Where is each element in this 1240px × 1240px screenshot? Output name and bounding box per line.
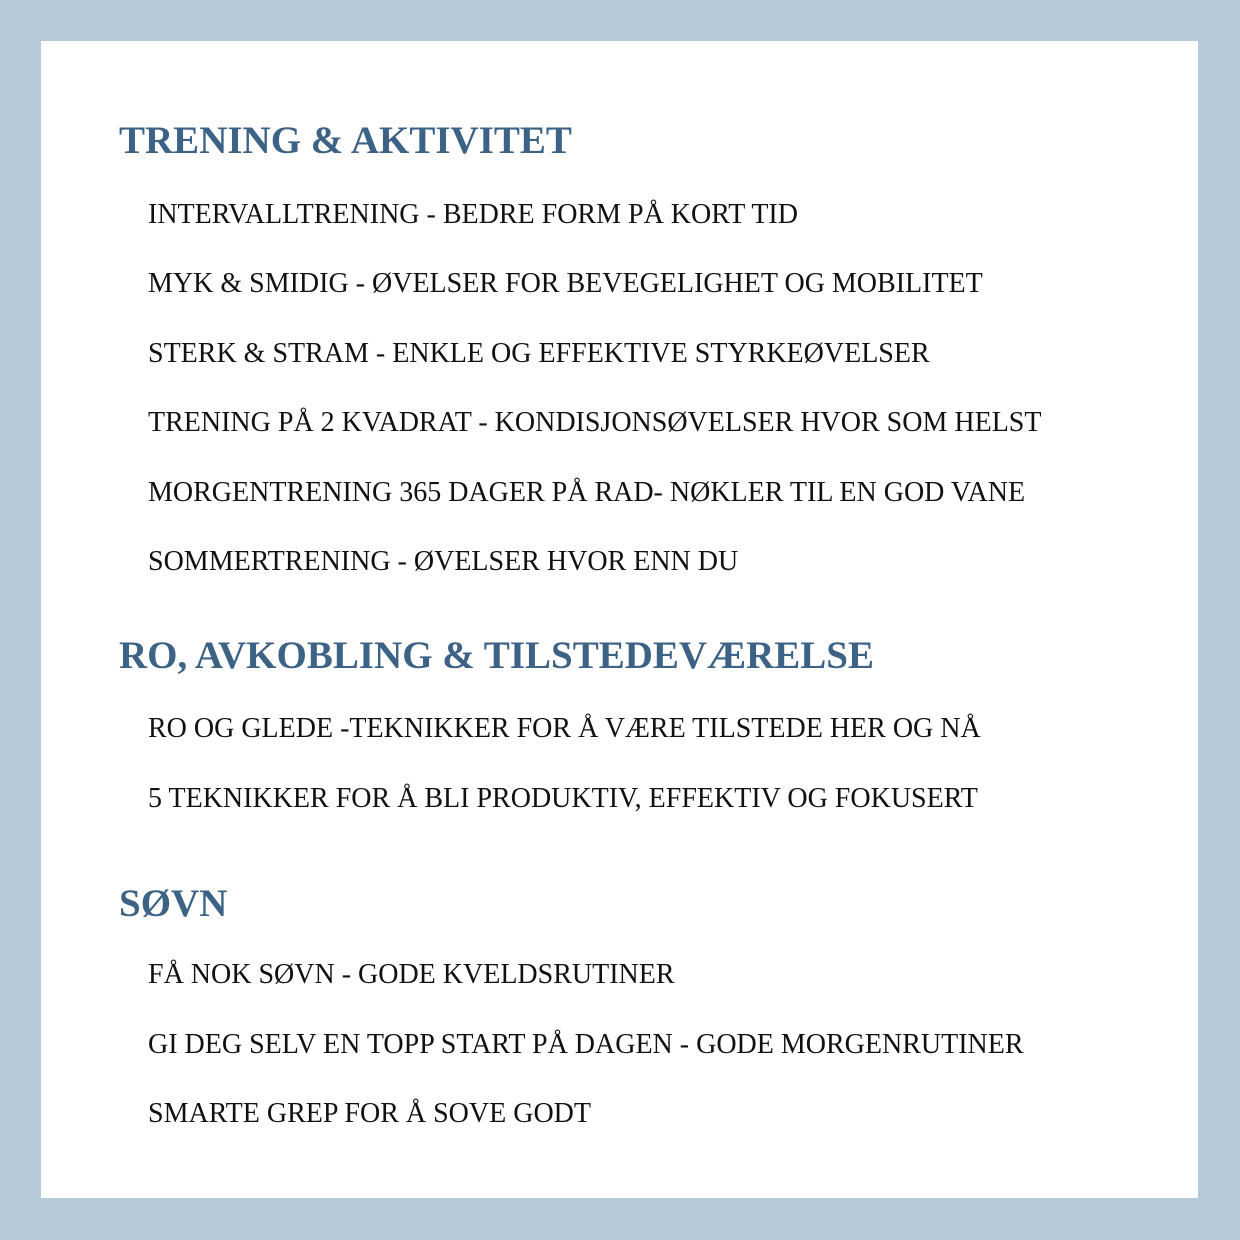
section-heading-calm: RO, AVKOBLING & TILSTEDEVÆRELSE [119, 634, 874, 677]
list-item: STERK & STRAM - ENKLE OG EFFEKTIVE STYRKEØVELSER [148, 338, 930, 369]
section-heading-sleep: SØVN [119, 882, 228, 925]
list-item: FÅ NOK SØVN - GODE KVELDSRUTINER [148, 959, 675, 990]
list-item: SOMMERTRENING - ØVELSER HVOR ENN DU [148, 546, 739, 577]
list-item: MYK & SMIDIG - ØVELSER FOR BEVEGELIGHET OG MOBILITET [148, 268, 983, 299]
list-item: RO OG GLEDE -TEKNIKKER FOR Å VÆRE TILSTEDE HER OG NÅ [148, 713, 981, 744]
list-item: SMARTE GREP FOR Å SOVE GODT [148, 1098, 591, 1129]
list-item: MORGENTRENING 365 DAGER PÅ RAD- NØKLER TIL EN GOD VANE [148, 477, 1026, 508]
content-card [41, 41, 1198, 1198]
list-item: INTERVALLTRENING - BEDRE FORM PÅ KORT TID [148, 199, 798, 230]
list-item: TRENING PÅ 2 KVADRAT - KONDISJONSØVELSER HVOR SOM HELST [148, 407, 1042, 438]
list-item: 5 TEKNIKKER FOR Å BLI PRODUKTIV, EFFEKTIV OG FOKUSERT [148, 783, 978, 814]
list-item: GI DEG SELV EN TOPP START PÅ DAGEN - GODE MORGENRUTINER [148, 1029, 1024, 1060]
section-heading-training: TRENING & AKTIVITET [119, 119, 572, 162]
